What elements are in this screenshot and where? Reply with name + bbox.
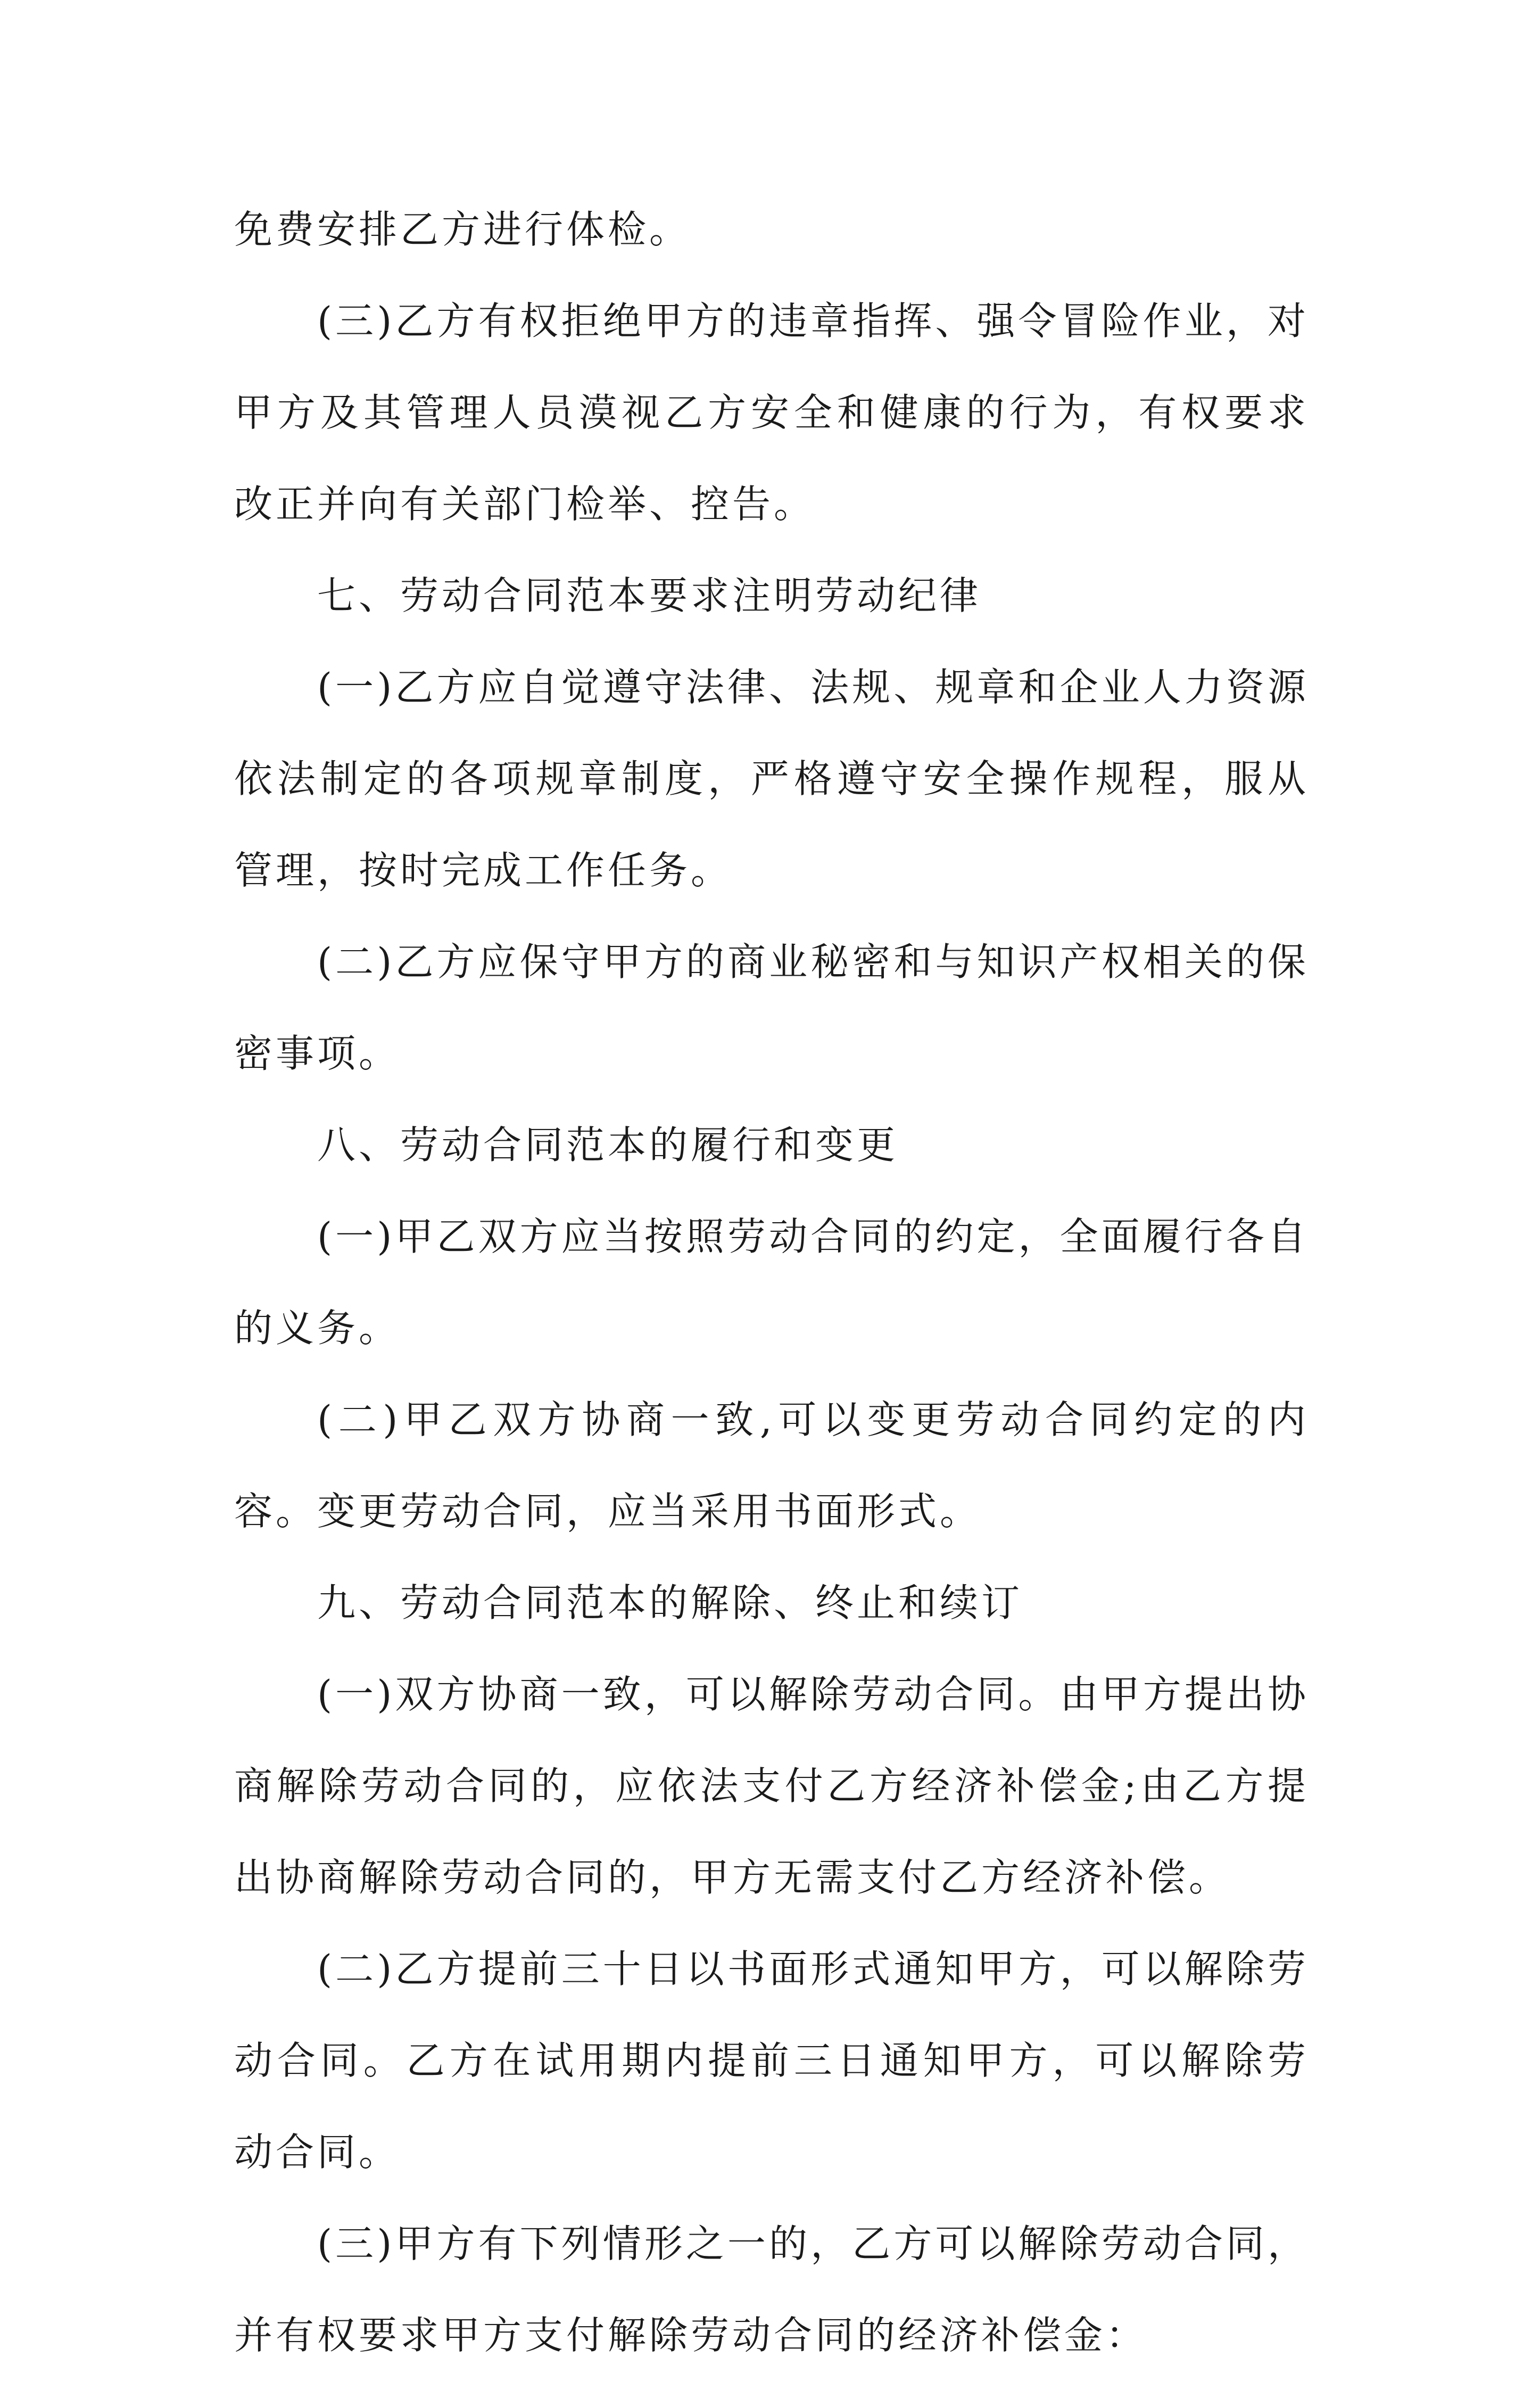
- document-body: [234, 184, 1309, 2381]
- section-heading-9: 九、劳动合同范本的解除、终止和续订: [317, 1580, 1023, 1625]
- section-heading-8: 八、劳动合同范本的履行和变更: [317, 1123, 899, 1167]
- paragraph-clause-7-2: (二)乙方应保守甲方的商业秘密和与知识产权相关的保密事项。: [234, 940, 1309, 1076]
- paragraph-clause-8-1: (一)甲乙双方应当按照劳动合同的约定，全面履行各自的义务。: [234, 1214, 1309, 1350]
- paragraph-clause-9-3: (三)甲方有下列情形之一的，乙方可以解除劳动合同，并有权要求甲方支付解除劳动合同的经济补偿金：: [234, 2221, 1309, 2358]
- paragraph-clause-8-2: (二)甲乙双方协商一致,可以变更劳动合同约定的内容。变更劳动合同，应当采用书面形式。: [234, 1397, 1309, 1534]
- paragraph-clause-9-1: (一)双方协商一致，可以解除劳动合同。由甲方提出协商解除劳动合同的，应依法支付乙方经济补偿金;由乙方提出协商解除劳动合同的，甲方无需支付乙方经济补偿。: [234, 1672, 1309, 1900]
- section-heading-7: 七、劳动合同范本要求注明劳动纪律: [317, 573, 982, 618]
- paragraph-continuation: 免费安排乙方进行体检。: [234, 207, 691, 252]
- paragraph-clause-9-2: (二)乙方提前三十日以书面形式通知甲方，可以解除劳动合同。乙方在试用期内提前三日通知甲方，可以解除劳动合同。: [234, 1947, 1309, 2174]
- paragraph-clause-7-1: (一)乙方应自觉遵守法律、法规、规章和企业人力资源依法制定的各项规章制度，严格遵守安全操作规程，服从管理，按时完成工作任务。: [234, 665, 1309, 893]
- paragraph-clause-6-3: (三)乙方有权拒绝甲方的违章指挥、强令冒险作业，对甲方及其管理人员漠视乙方安全和健康的行为，有权要求改正并向有关部门检举、控告。: [234, 299, 1309, 526]
